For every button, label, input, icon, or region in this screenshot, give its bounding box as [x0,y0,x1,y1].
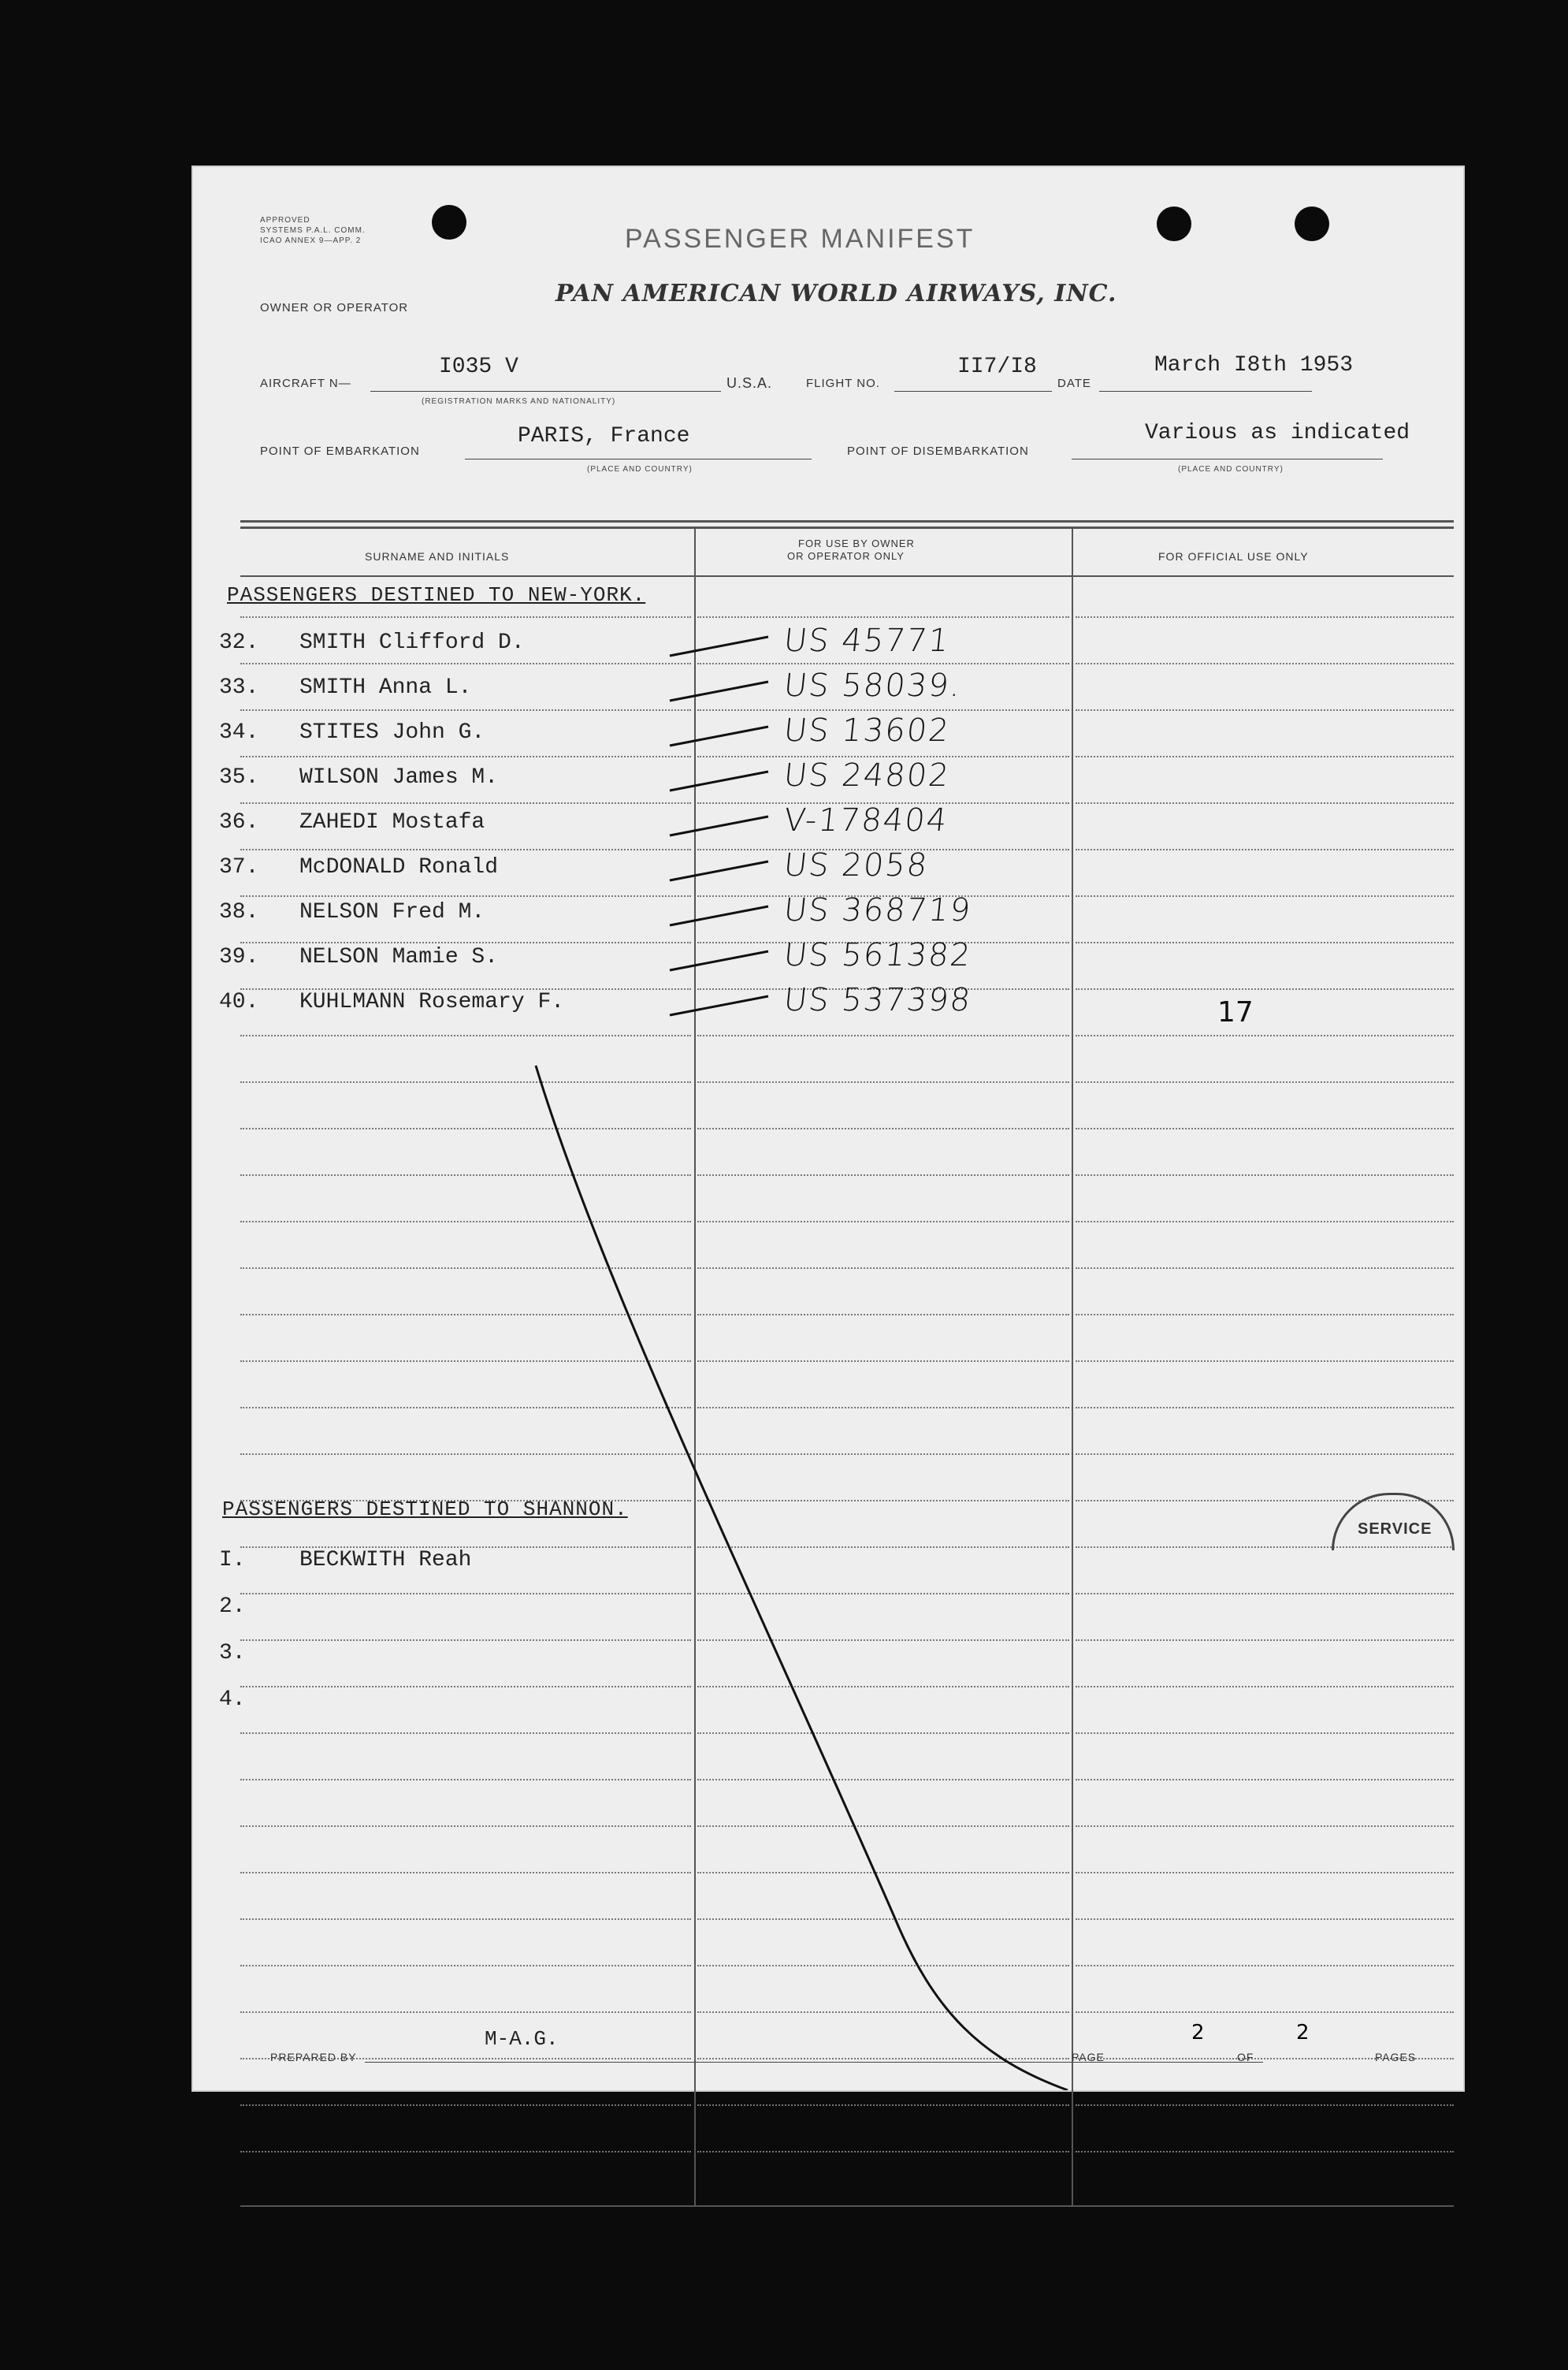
ruled-line [240,1360,691,1362]
ruled-line [1076,1174,1454,1176]
document-number: US 13602 [782,712,953,749]
disembark-label: POINT OF DISEMBARKATION [847,445,1029,458]
ruled-line [240,1081,691,1083]
stamp-text: SERVICE [1358,1520,1432,1538]
ruled-line [697,1081,1069,1083]
ruled-line [697,1407,1069,1408]
ruled-line [697,1174,1069,1176]
ruled-line [1076,1825,1454,1827]
owner-label: OWNER OR OPERATOR [260,301,409,314]
ruled-line [697,1965,1069,1966]
approval-line: ICAO ANNEX 9—APP. 2 [260,236,362,245]
table-row [193,623,1463,670]
tick-mark [666,945,776,977]
passenger-name: NELSON Mamie S. [299,945,499,969]
document-number: US 2058 [782,847,931,884]
ruled-line [697,1732,1069,1734]
ruled-line [1076,1360,1454,1362]
table-row [193,1594,1463,1634]
ruled-line [240,1174,691,1176]
section-heading-shannon: PASSENGERS DESTINED TO SHANNON. [222,1498,628,1521]
prepared-value: M-A.G. [485,2027,559,2051]
form-title: PASSENGER MANIFEST [625,224,975,254]
underline [365,2062,1263,2063]
airline-name: PAN AMERICAN WORLD AIRWAYS, INC. [555,280,1117,307]
ruled-line [1076,1267,1454,1269]
ruled-line [240,2011,691,2013]
row-number: I. [219,1548,246,1572]
ruled-line [240,895,691,897]
ruled-line [240,1453,691,1455]
table-top-rule [240,526,1454,529]
ruled-line [1076,2104,1454,2106]
ruled-line [697,1267,1069,1269]
approval-line: APPROVED [260,216,310,225]
manifest-sheet [193,167,1463,2090]
tick-mark [666,720,776,752]
document-number: US 561382 [782,937,974,973]
aircraft-value: I035 V [439,355,518,379]
col-header-official: FOR OFFICIAL USE ONLY [1158,550,1309,563]
ruled-line [697,2058,1069,2059]
row-number: 36. [219,810,259,835]
passenger-name: KUHLMANN Rosemary F. [299,990,565,1014]
ruled-line [1076,2011,1454,2013]
table-bottom-rule [240,2205,1454,2207]
col-header-surname: SURNAME AND INITIALS [365,550,510,563]
ruled-line [697,1918,1069,1920]
ruled-line [240,1825,691,1827]
approval-line: SYSTEMS P.A.L. COMM. [260,226,366,235]
ruled-line [697,1035,1069,1036]
row-number: 3. [219,1641,246,1665]
ruled-line [697,1500,1069,1501]
row-number: 34. [219,720,259,745]
row-number: 39. [219,945,259,969]
ruled-line [1076,1314,1454,1315]
ruled-line [240,1128,691,1129]
tick-mark [666,855,776,887]
flight-value: II7/I8 [957,355,1037,379]
table-row [193,1548,1463,1587]
col-header-owner: FOR USE BY OWNER [798,538,915,549]
ruled-line [240,1918,691,1920]
tick-mark [666,810,776,842]
passenger-name: BECKWITH Reah [299,1548,472,1572]
row-number: 33. [219,675,259,700]
table-row [193,802,1463,850]
punch-hole [432,205,466,240]
ruled-line [1076,1965,1454,1966]
document-number: US 24802 [782,757,953,794]
ruled-line [240,616,691,618]
ruled-line [697,1128,1069,1129]
disembark-value: Various as indicated [1145,421,1410,445]
ruled-line [240,1965,691,1966]
table-row [193,712,1463,760]
disembark-caption: (PLACE AND COUNTRY) [1178,465,1284,474]
flight-label: FLIGHT NO. [806,377,880,390]
prepared-label: PREPARED BY [270,2051,357,2063]
document-number: US 45771 [782,623,953,659]
ruled-line [1076,942,1454,943]
table-row [193,937,1463,984]
passenger-name: SMITH Anna L. [299,675,472,700]
ruled-line [697,1453,1069,1455]
of-value: 2 [1296,2021,1310,2044]
row-number: 38. [219,900,259,925]
ruled-line [240,1267,691,1269]
ruled-line [697,2011,1069,2013]
row-number: 37. [219,855,259,880]
underline [370,391,721,392]
row-number: 35. [219,765,259,790]
ruled-line [240,1732,691,1734]
ruled-line [240,1407,691,1408]
ruled-line [1076,1081,1454,1083]
table-top-rule [240,520,1454,523]
passenger-name: McDONALD Ronald [299,855,499,880]
passenger-name: WILSON James M. [299,765,499,790]
pages-label: PAGES [1375,2051,1417,2063]
section-heading-newyork: PASSENGERS DESTINED TO NEW-YORK. [227,583,646,607]
embark-caption: (PLACE AND COUNTRY) [587,465,693,474]
ruled-line [697,1825,1069,1827]
header-rule [240,575,1454,577]
document-number: US 368719 [782,892,974,928]
row-number: 4. [219,1687,246,1712]
row-number: 2. [219,1594,246,1619]
ruled-line [697,2104,1069,2106]
ruled-line [240,1035,691,1036]
aircraft-label: AIRCRAFT N— [260,377,351,390]
ruled-line [1076,1732,1454,1734]
ruled-line [697,1221,1069,1222]
ruled-line [1076,1872,1454,1873]
embark-value: PARIS, France [518,424,690,448]
ruled-line [240,2151,691,2152]
row-number: 40. [219,990,259,1014]
table-row [193,757,1463,805]
usa-label: U.S.A. [726,375,773,391]
ruled-line [1076,895,1454,897]
tick-mark [666,765,776,797]
date-value: March I8th 1953 [1154,353,1354,378]
passenger-name: ZAHEDI Mostafa [299,810,485,835]
document-number: V-178404 [782,802,950,839]
punch-hole [1295,206,1329,241]
tick-mark [666,900,776,932]
table-row [193,892,1463,939]
ruled-line [697,2151,1069,2152]
ruled-line [240,1779,691,1780]
ruled-line [240,1221,691,1222]
ruled-line [697,1779,1069,1780]
table-row [193,668,1463,715]
table-row [193,1687,1463,1727]
table-row [193,847,1463,895]
aircraft-caption: (REGISTRATION MARKS AND NATIONALITY) [422,397,616,406]
page-value: 2 [1191,2021,1205,2044]
ruled-line [1076,1779,1454,1780]
ruled-line [1076,2151,1454,2152]
of-label: OF [1237,2051,1254,2063]
ruled-line [697,1360,1069,1362]
ruled-line [240,2104,691,2106]
official-note: 17 [1217,996,1254,1029]
embark-label: POINT OF EMBARKATION [260,445,420,458]
ruled-line [697,1872,1069,1873]
row-number: 32. [219,631,259,655]
tick-mark [666,990,776,1021]
underline [894,391,1052,392]
tick-mark [666,675,776,707]
ruled-line [240,1872,691,1873]
punch-hole [1157,206,1191,241]
ruled-line [697,1314,1069,1315]
ruled-line [1076,1453,1454,1455]
passenger-name: NELSON Fred M. [299,900,485,925]
ruled-line [1076,616,1454,618]
ruled-line [1076,1407,1454,1408]
document-number: US 58039. [782,668,964,704]
tick-mark [666,631,776,662]
date-label: DATE [1057,377,1091,390]
page-label: PAGE [1072,2051,1105,2063]
table-row [193,1641,1463,1680]
ruled-line [1076,1128,1454,1129]
passenger-name: SMITH Clifford D. [299,631,525,655]
ruled-line [1076,1035,1454,1036]
document-number: US 537398 [782,982,974,1018]
underline [1099,391,1312,392]
table-row [193,982,1463,1029]
ruled-line [240,1314,691,1315]
ruled-line [697,616,1069,618]
ruled-line [1076,1918,1454,1920]
ruled-line [240,942,691,943]
passenger-name: STITES John G. [299,720,485,745]
ruled-line [1076,1221,1454,1222]
col-header-owner: OR OPERATOR ONLY [787,550,905,562]
